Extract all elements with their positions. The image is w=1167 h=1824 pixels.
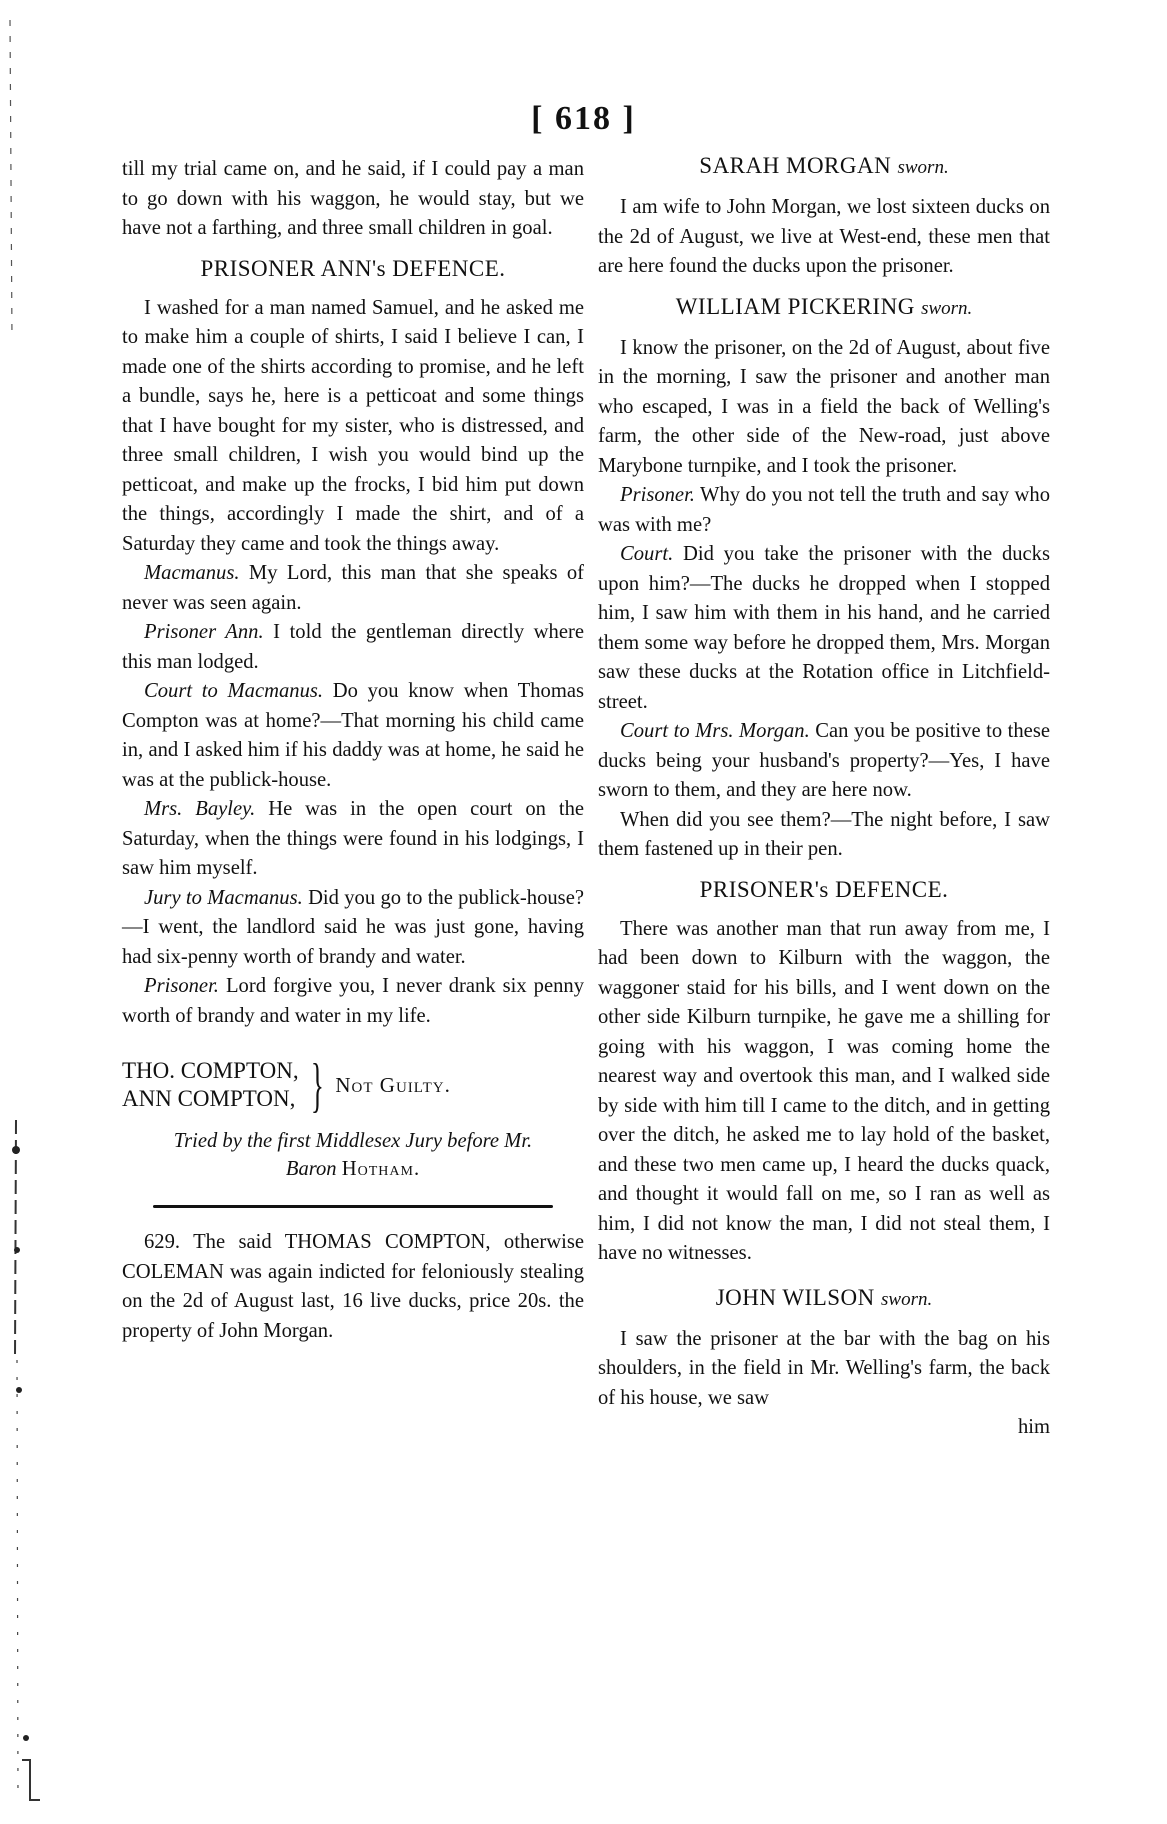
brace-icon: } <box>310 1052 324 1118</box>
verdict-block <box>122 1052 584 1118</box>
testimony-mrs-bayley <box>122 795 584 884</box>
speaker-label: Prisoner. <box>620 484 695 506</box>
verdict-result: Not Guilty. <box>335 1072 451 1097</box>
testimony-text: Can you be positive to these ducks being your husband's property?—Yes, I have sworn to them, and they are here now. <box>598 720 1050 801</box>
speaker-label: Prisoner Ann. <box>144 621 264 643</box>
speaker-label: Court. <box>620 543 674 565</box>
testimony-court-to-macmanus <box>122 677 584 795</box>
testimony-court <box>598 540 1050 717</box>
testimony-william-pickering: I know the prisoner, on the 2d of August, about five in the morning, I saw the prisoner and another man who escaped, I was in a field the back of Welling's farm, the other side of the New-road, just above Marybone turnpike, and I took the prisoner. <box>598 336 1050 477</box>
speaker-label: Prisoner. <box>144 975 219 997</box>
defendant-name: ANN COMPTON, <box>122 1086 296 1111</box>
heading-william-pickering <box>598 292 1050 324</box>
binding-edge-marks <box>0 0 60 1824</box>
witness-name: JOHN WILSON <box>715 1284 875 1310</box>
testimony-macmanus <box>122 559 584 618</box>
tried-by-judge: Hotham. <box>341 1158 421 1180</box>
page-number: [ 618 ] <box>531 100 636 137</box>
testimony-text: Lord forgive you, I never drank six penny worth of brandy and water in my life. <box>122 975 585 1027</box>
tried-by-text: Tried by the first Middlesex Jury before Mr. <box>173 1130 533 1152</box>
testimony-prisoner <box>122 972 584 1031</box>
sworn-label: sworn. <box>881 1288 933 1310</box>
speaker-label: Jury to Macmanus. <box>144 886 303 909</box>
paragraph-indictment: 629. The said THOMAS COMPTON, otherwise COLEMAN was again indicted for feloniously stealing on the 2d of August last, 16 live ducks, price 20s. the property of John Morgan. <box>122 1231 584 1342</box>
left-column <box>122 155 584 1346</box>
tried-by-line <box>122 1127 584 1183</box>
catchword: him <box>1017 1416 1050 1438</box>
testimony-text: Do you know when Thomas Compton was at home?—That morning his child came in, and I asked him if his daddy was at home, he said he was at the publick-house. <box>122 680 584 791</box>
section-divider <box>153 1205 553 1208</box>
paragraph-ann-defence: I washed for a man named Samuel, and he asked me to make him a couple of shirts, I said I believe I can, I made one of the shirts according to promise, and he left a bundle, says he, here is a petticoat and some things that I have bought for my sister, who is distressed, and three small children, I wish you would bind up the petticoat, and make up the frocks, I bid him put down the things, accordingly I made the shirt, and of a Saturday they came and took the things away. <box>122 296 584 555</box>
speaker-label: Court to Mrs. Morgan. <box>620 720 810 742</box>
testimony-text: I told the gentleman directly where this man lodged. <box>122 621 584 673</box>
testimony-prisoner-ann <box>122 618 584 677</box>
heading-sarah-morgan <box>598 151 1050 183</box>
heading-john-wilson <box>598 1283 1050 1315</box>
paragraph-prisoner-defence: There was another man that run away from me, I had been down to Kilburn with the waggon, the waggoner staid for his bills, and I went down on the other side Kilburn turnpike, he gave me a shilling for going with his waggon, I was coming home the nearest way and overtook this man, and I walked side by side with him till I came to the ditch, and in getting over the ditch, he asked me to lay hold of the basket, and these two men came up, I heard the ducks quack, and thought it would fall on me, so I ran as well as him, I did not know the man, I did not steal them, I have no witnesses. <box>598 917 1050 1264</box>
right-column <box>598 155 1050 1443</box>
testimony-prisoner-question <box>598 481 1050 540</box>
witness-name: WILLIAM PICKERING <box>675 293 915 319</box>
testimony-text: Did you take the prisoner with the ducks upon him?—The ducks he dropped when I stopped him, I saw him with them in his hand, and he carried them some way before he dropped them, Mrs. Morgan saw these ducks at the Rotation office in Litchfield-street. <box>598 543 1050 713</box>
speaker-label: Mrs. Bayley. <box>144 798 256 820</box>
testimony-night-before: When did you see them?—The night before, I saw them fastened up in their pen. <box>598 808 1050 860</box>
defendant-name: THO. COMPTON, <box>122 1058 299 1083</box>
heading-prisoner-defence: PRISONER's DEFENCE. <box>699 876 949 902</box>
verdict-defendants <box>122 1057 299 1113</box>
testimony-text: Did you go to the publick-house?—I went, the landlord said he was just gone, having had six-penny worth of brandy and water. <box>122 886 584 968</box>
testimony-john-wilson: I saw the prisoner at the bar with the bag on his shoulders, in the field in Mr. Welling's farm, the back of his house, we saw <box>598 1327 1050 1409</box>
sworn-label: sworn. <box>921 297 973 319</box>
testimony-text: Why do you not tell the truth and say who was with me? <box>598 484 1050 536</box>
testimony-text: My Lord, this man that she speaks of never was seen again. <box>122 562 584 614</box>
speaker-label: Court to Macmanus. <box>144 680 324 702</box>
testimony-sarah-morgan: I am wife to John Morgan, we lost sixteen ducks on the 2d of August, we live at West-end, these men that are here found the ducks upon the prisoner. <box>598 196 1050 277</box>
witness-name: SARAH MORGAN <box>699 153 892 178</box>
testimony-jury-to-macmanus <box>122 884 584 973</box>
sworn-label: sworn. <box>897 157 949 178</box>
paragraph-continued: till my trial came on, and he said, if I could pay a man to go down with his waggon, he would stay, but we have not a farthing, and three small children in goal. <box>122 158 584 239</box>
speaker-label: Macmanus. <box>144 562 240 584</box>
testimony-text: He was in the open court on the Saturday, when the things were found in his lodgings, I saw him myself. <box>122 798 585 879</box>
tried-by-title: Baron <box>285 1158 337 1180</box>
heading-prisoner-ann-defence: PRISONER ANN's DEFENCE. <box>200 255 506 281</box>
testimony-court-to-mrs-morgan <box>598 717 1050 806</box>
